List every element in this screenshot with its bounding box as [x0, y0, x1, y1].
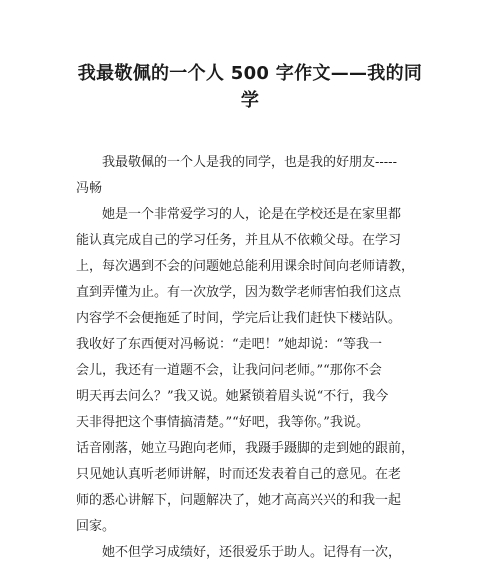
paragraph-line: 话音刚落，她立马跑向老师，我蹑手蹑脚的走到她的跟前， [76, 441, 415, 456]
paragraph-line: 能认真完成自己的学习任务，并且从不依赖父母。在学习 [76, 233, 402, 248]
paragraph-line: 上，每次遇到不会的问题她总能利用课余时间向老师请教， [76, 259, 415, 274]
paragraph-line: 回家。 [76, 519, 116, 534]
paragraph-line: 会儿，我还有一道题不会，让我问问老师。”“那你不会 [76, 363, 382, 378]
paragraph-line: 她是一个非常爱学习的人，论是在学校还是在家里都 [102, 207, 402, 222]
title-line-1: 我最敬佩的一个人 500 字作文——我的同 [77, 63, 423, 84]
document-title [76, 0, 424, 114]
paragraph-line: 我最敬佩的一个人是我的同学，也是我的好朋友----- [102, 155, 397, 170]
paragraph-2 [76, 202, 424, 540]
paragraph-line: 直到弄懂为止。有一次放学，因为数学老师害怕我们这点 [76, 285, 402, 300]
paragraph-line: 内容学不会便拖延了时间，学完后让我们赶快下楼站队。 [76, 311, 402, 326]
document-body [76, 150, 424, 566]
paragraph-line: 我收好了东西便对冯畅说：“走吧！”她却说：“等我一 [76, 337, 382, 352]
title-line-2: 学 [240, 90, 260, 111]
paragraph-1 [76, 150, 424, 202]
paragraph-line: 师的悉心讲解下，问题解决了，她才高高兴兴的和我一起 [76, 493, 402, 508]
paragraph-line: 明天再去问么？”我又说。她紧锁着眉头说“不行，我今 [76, 389, 389, 404]
paragraph-line: 天非得把这个事情搞清楚。”“好吧，我等你。”我说。 [76, 415, 369, 430]
paragraph-3 [76, 540, 424, 566]
paragraph-line: 冯畅 [76, 181, 103, 196]
paragraph-line: 只见她认真听老师讲解，时而还发表着自己的意见。在老 [76, 467, 402, 482]
paragraph-line: 她不但学习成绩好，还很爱乐于助人。记得有一次， [102, 545, 402, 560]
